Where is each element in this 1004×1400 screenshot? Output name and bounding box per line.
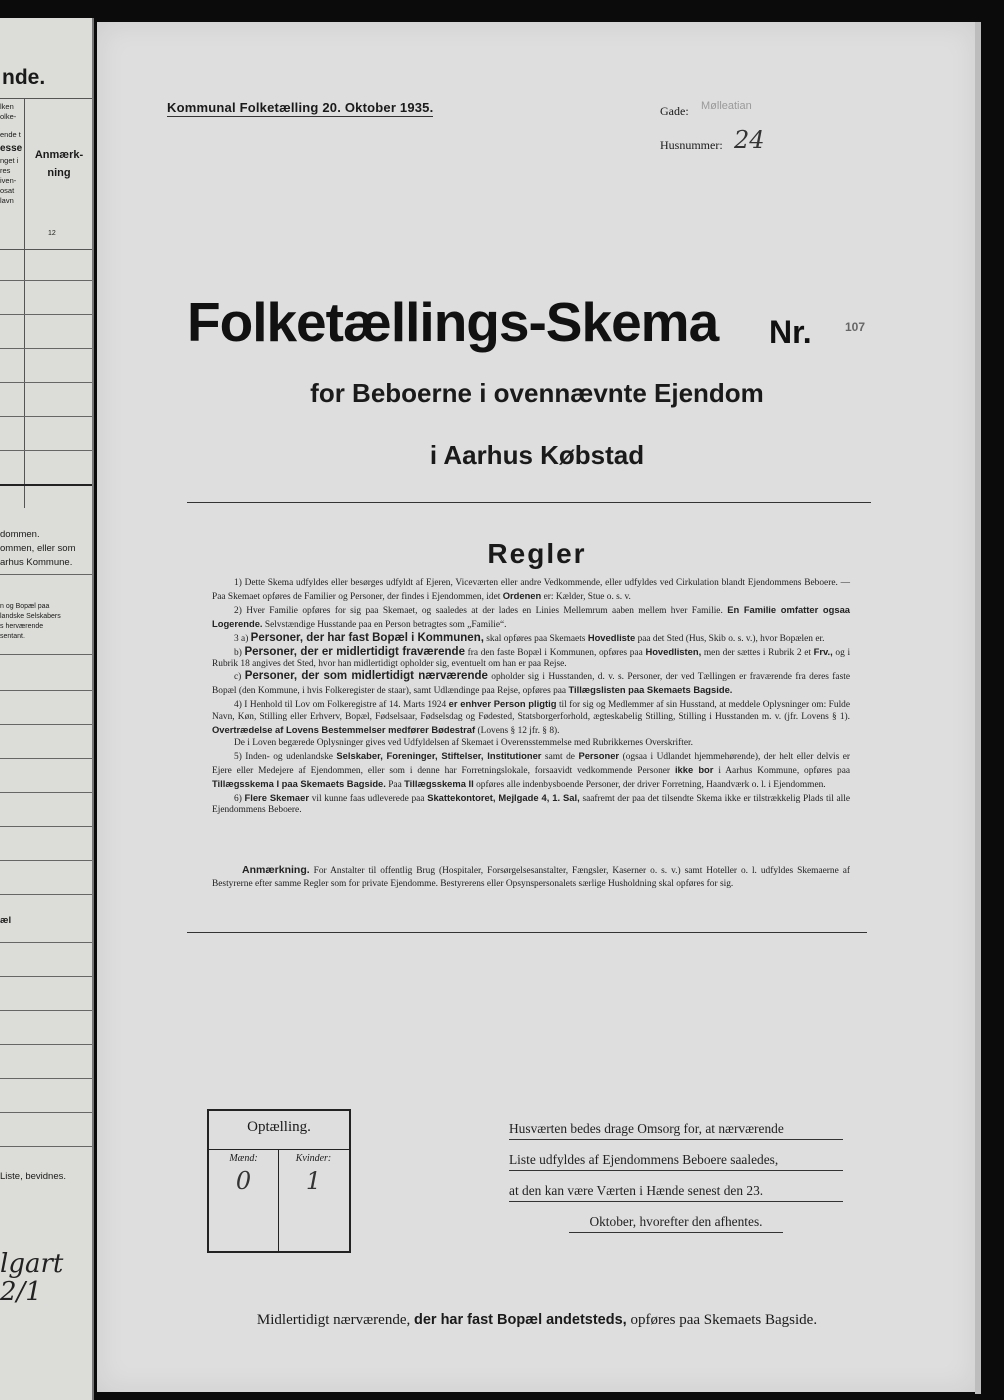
left-column-header: lken olke- ende t esse nget i res iven- osat lavn [0,102,23,205]
rule-3c: c) Personer, der som midlertidigt nærværende opholder sig i Husstanden, d. v. s. Personer, der ved Tællingen er fraværende fra deres faste Bopæl (den Kommune, i hvis Folkeregister de staar), samt Udlændinge paa Rejse, opføres paa Tillægslisten paa Skemaets Bagside. [212,670,850,697]
rule-4: 4) I Henhold til Lov om Folkeregistre af 14. Marts 1924 er enhver Person pligtig til for sig og Medlemmer af sin Husstand, at meddele Oplysninger om: Fulde Navn, Køn, Stilling eller Erhverv, Bopæl, Fødselsaar, Fødselsdag og Fødested, Statsborgerforhold, ægteskabelig Stilling, Stilling i Husstanden m. v. (jfr. Lovens § 1). Overtrædelse af Lovens Bestemmelser medfører Bødestraf (Lovens § 12 jfr. § 8). [212,698,851,736]
rule-3b: b) Personer, der er midlertidigt fraværende fra den faste Bopæl i Kommunen, opføres paa Hovedlisten, men der sættes i Rubrik 2 et Frv., og i Rubrik 18 angives det Sted, hvor han midlertidigt opholder sig, eventuelt om han er paa Rejse. [212,645,851,670]
rules-heading: Regler [487,538,587,569]
rule-2: 2) Hver Familie opføres for sig paa Skemaet, og saaledes at der lades en Linies Mellemrum aaben mellem hver Familie. En Familie omfatter ogsaa Logerende. Selvstændige Husstande paa en Person betragtes som „Familie“. [212,603,851,630]
rule-5: 5) Inden- og udenlandske Selskaber, Foreninger, Stiftelser, Institutioner samt de Personer (ogsaa i Udlandet hjemmehørende), der helt eller delvis er Ejere eller Medejere af Ejendommen, eller som i denne har Forretningslokale, forsaavidt vedkommende Personer ikke bor i Aarhus Kommune, opføres paa Tillægsskema I paa Skemaets Bagside. Paa Tillægsskema II opføres alle indenbysboende Personer, der driver Forretning, Haandværk o. l. i Ejendommen. [212,749,851,790]
form-number-label: Nr. [769,314,812,350]
rule-6: 6) Flere Skemaer vil kunne faas udleverede paa Skattekontoret, Mejlgade 4, 1. Sal, saafremt der paa det tilsendte Skema ikke er tilstrækkelig Plads til alle Ejendommens Beboere. [212,791,851,816]
rule-4b: De i Loven begærede Oplysninger gives ved Udfyldelsen af Skemaet i Overensstemmelse med Rubrikkernes Overskrifter. [234,737,693,748]
men-count: 0 [235,1167,252,1195]
rule-1: 1) Dette Skema udfyldes eller besørges udfyldt af Ejeren, Viceværten eller andre Vedkommende, eller udfyldes ved Cirkulation blandt Ejendommens Beboere. — Paa Skemaet opføres de Familier og Personer, der findes i Ejendommen, idet Ordenen er: Kælder, Stue o. s. v. [212,578,850,602]
census-header-line: Kommunal Folketælling 20. Oktober 1935. [167,100,434,115]
form-subtitle: for Beboerne i ovennævnte Ejendom [310,378,764,408]
house-number-label: Husnummer: [660,138,723,152]
form-location: i Aarhus Købstad [429,440,645,470]
women-count: 1 [305,1167,322,1195]
divider [187,502,871,503]
rule-3a: 3 a) Personer, der har fast Bopæl i Kommunen, skal opføres paa Skemaets Hovedliste paa det Sted (Hus, Skib o. s. v.), hvor Bopælen er. [234,631,825,644]
street-value: Mølleatian [701,100,752,112]
left-page-title: nde. [2,66,46,89]
landlord-notice: Husværten bedes drage Omsorg for, at nærværende Liste udfyldes af Ejendommens Beboere saaledes, at den kan være Værten i Hænde senest den 23. Oktober, hvorefter den afhentes. [509,1119,843,1243]
divider [187,932,867,933]
remark-note: Anmærkning. For Anstalter til offentlig Brug (Hospitaler, Forsørgelsesanstalter, Fængsler, Kaserner o. s. v.) samt Hoteller o. l. udfyldes Skemaerne af Bestyrerne efter samme Regler som for private Ejendomme. Bestyrerens eller Opsynspersonalets særlige Husholdning skal opføres for sig. [212,864,851,889]
previous-page-edge: nde. lken olke- ende t esse nget i res iven- osat lavn Anmærk- ning 12 dommen. ommen, eller som arhus Kommune. n og Bopæl paa landske Selskabers s herværende sentant. æl Liste, bevidnes. lgart 2/1 [0,18,94,1400]
form-title: Folketællings-Skema [187,291,719,353]
form-number-value: 107 [845,320,866,334]
column-number: 12 [48,230,56,237]
house-number-value: 24 [734,126,765,154]
remarks-column-header: Anmærk- ning [34,149,84,179]
footer-note: Midlertidigt nærværende, der har fast Bopæl andetsteds, opføres paa Skemaets Bagside. [256,1312,818,1328]
street-label: Gade: [660,104,689,118]
men-label: Mænd: [229,1153,258,1164]
count-box [207,1109,351,1253]
rules-body [212,578,850,817]
count-title: Optælling. [247,1119,311,1135]
census-form-page [97,22,977,1392]
women-label: Kvinder: [295,1153,332,1164]
signature: lgart 2/1 [0,1249,64,1307]
